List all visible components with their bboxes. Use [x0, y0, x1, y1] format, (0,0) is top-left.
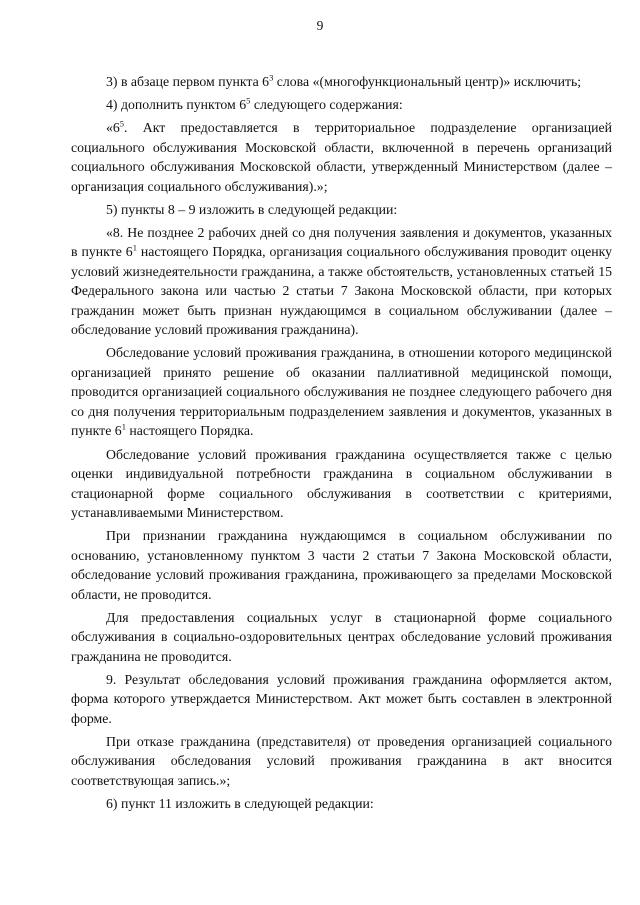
superscript: 5 [246, 95, 251, 106]
paragraph-text: следующего содержания: [250, 97, 403, 113]
paragraph [71, 72, 612, 92]
paragraph-text: При отказе гражданина (представителя) от проведения организацией социального обслуживания обследования условий проживания гражданина в акт вносится соответствующая запись.»; [71, 733, 612, 788]
paragraph [71, 732, 612, 791]
paragraph-text: . Акт предоставляется в территориальное подразделение организацией социального обслуживания Московской области, включенной в перечень организаций социального обслуживания Московской области, утвержденный Министерством (далее – организация социального обслуживания).»; [71, 120, 612, 194]
paragraph-text: 5) пункты 8 – 9 изложить в следующей редакции: [106, 201, 398, 217]
superscript: 3 [269, 72, 274, 83]
paragraph-text: 3) в абзаце первом пункта 6 [106, 74, 270, 89]
paragraph [71, 95, 612, 115]
paragraph-text: настоящего Порядка, организация социального обслуживания проводит оценку условий жизнедеятельности гражданина, а также обстоятельств, установленных статьей 15 Федерального закона или частью 2 статьи 7 Закона Московской области, при которых гражданин может быть признан нуждающимся в социальном обслуживании (далее – обследование условий проживания гражданина). [71, 244, 612, 338]
paragraph [71, 343, 612, 441]
paragraph-text: слова «(многофункциональный центр)» исключить; [273, 74, 582, 89]
paragraph [71, 445, 612, 523]
paragraph-text: «6 [106, 120, 120, 136]
paragraph-text: Обследование условий проживания гражданина, в отношении которого медицинской организацией принято решение об оказании паллиативной медицинской помощи, проводится организацией социального обслуживания не позднее следующего рабочего дня со дня получения территориальным подразделением заявления и документов, указанных в пункте 6 [71, 345, 612, 439]
paragraph-text: При признании гражданина нуждающимся в социальном обслуживании по основанию, установленному пунктом 3 части 2 статьи 7 Закона Московской области, обследование условий проживания гражданина, проживающего за пределами Московской области, не проводится. [71, 528, 612, 602]
paragraph [71, 200, 612, 220]
page-number: 9 [316, 18, 324, 33]
superscript: 5 [119, 118, 125, 129]
paragraph-text: 6) пункт 11 изложить в следующей редакции: [106, 796, 374, 812]
paragraph [71, 670, 612, 729]
superscript: 1 [121, 421, 126, 432]
paragraph [71, 608, 612, 667]
paragraph-text: Для предоставления социальных услуг в стационарной форме социального обслуживания в социально-оздоровительных центрах обследование условий проживания гражданина не проводится. [71, 609, 612, 664]
paragraph [71, 118, 612, 196]
superscript: 1 [132, 242, 137, 253]
paragraph [71, 794, 612, 814]
paragraph-text: настоящего Порядка. [125, 423, 254, 439]
paragraph-text: 4) дополнить пунктом 6 [106, 97, 247, 113]
document-body [71, 72, 612, 817]
paragraph-text: «8. Не позднее 2 рабочих дней со дня получения заявления и документов, указанных в пункте 6 [71, 224, 612, 260]
paragraph [71, 223, 612, 340]
paragraph-text: 9. Результат обследования условий проживания гражданина оформляется актом, форма которого утверждается Министерством. Акт может быть составлен в электронной форме. [71, 671, 612, 726]
paragraph-text: Обследование условий проживания гражданина осуществляется также с целью оценки индивидуальной потребности гражданина в социальном обслуживании в стационарной форме социального обслуживания в соответствии с критериями, устанавливаемыми Министерством. [71, 446, 612, 521]
paragraph [71, 526, 612, 604]
